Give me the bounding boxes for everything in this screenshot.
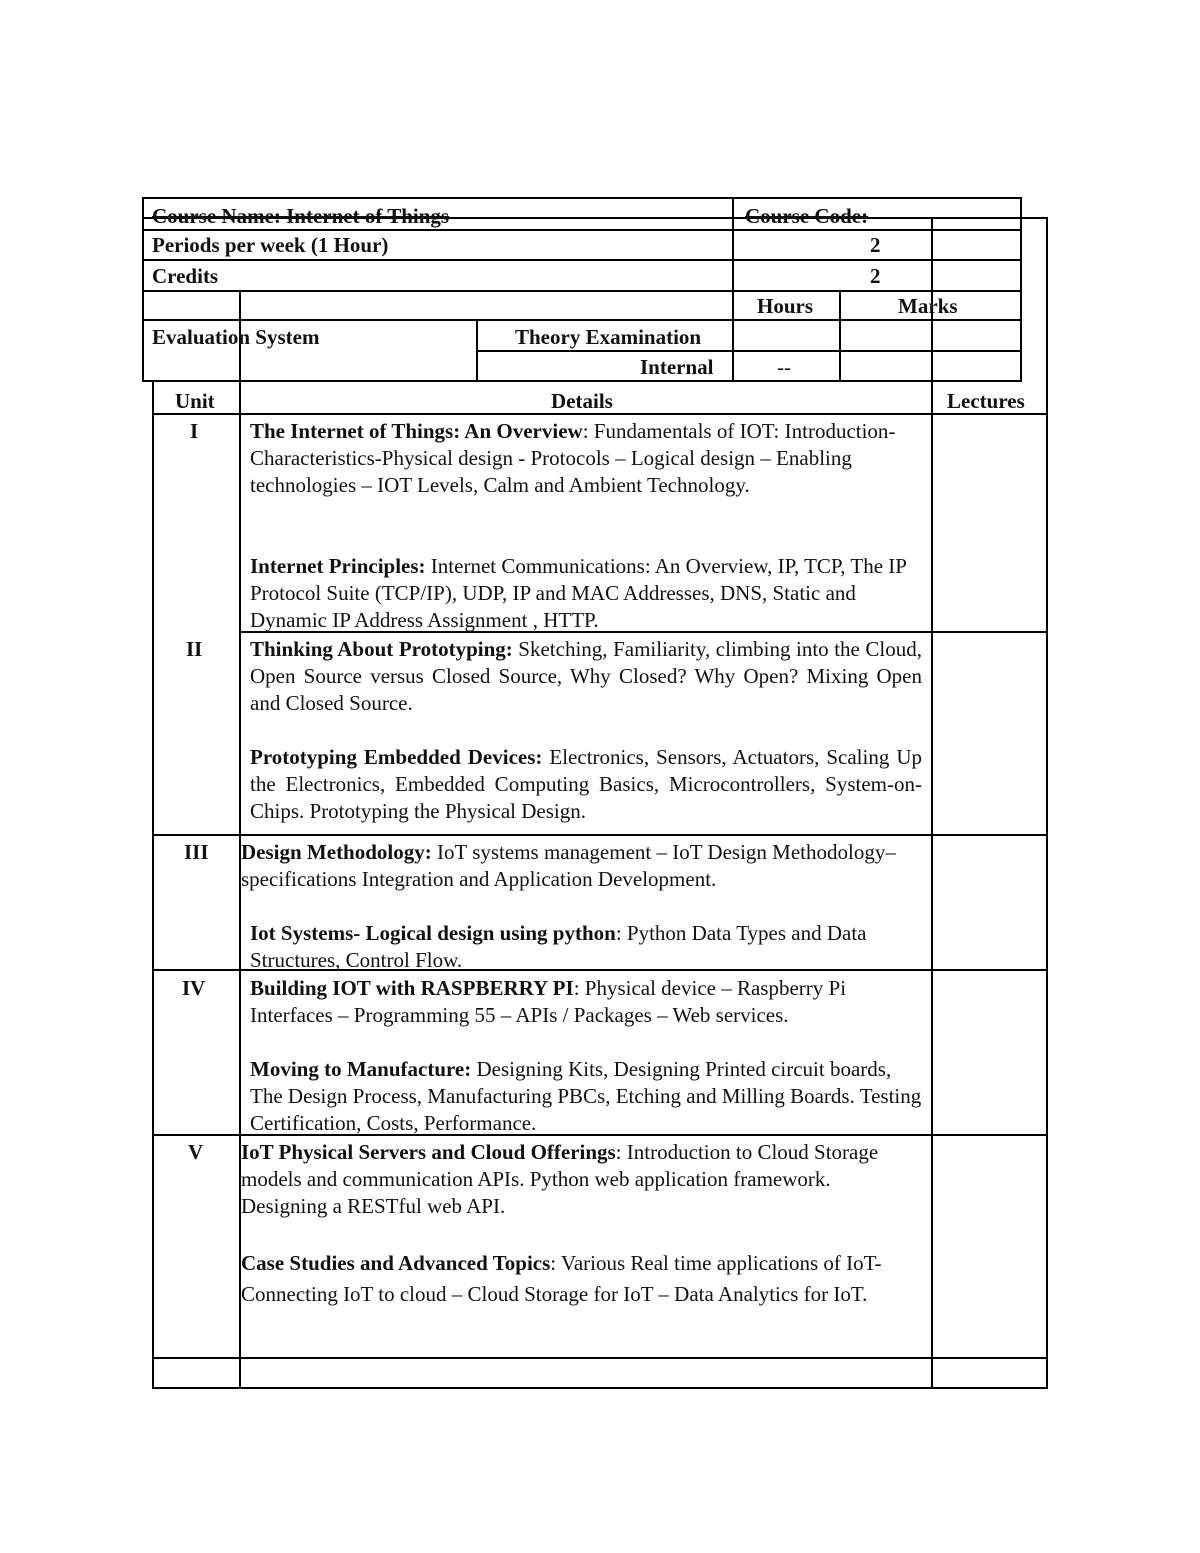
course-name: Course Name: Internet of Things bbox=[152, 204, 450, 228]
topic-text: Sketching, Familiarity, climbing into the Cloud, Open Source versus Closed Source, Why Closed? Why Open? Mixing Open and Closed Source. bbox=[250, 637, 922, 715]
topic-title: IoT Physical Servers and Cloud Offerings bbox=[241, 1140, 616, 1164]
topic-title: Thinking About Prototyping: bbox=[250, 637, 513, 661]
credits-label: Credits bbox=[152, 264, 219, 288]
topic-text: : Various Real time applications of IoT- Connecting IoT to cloud – Cloud Storage for IoT – Data Analytics for IoT. bbox=[241, 1251, 882, 1306]
internal-label: Internal bbox=[640, 355, 714, 379]
topic-text: : Python Data Types and Data Structures, Control Flow. bbox=[250, 921, 867, 972]
topic-text: : Physical device – Raspberry Pi Interfaces – Programming 55 – APIs / Packages – Web services. bbox=[250, 976, 847, 1027]
unit-topic bbox=[241, 1139, 921, 1220]
column-header-unit: Unit bbox=[175, 389, 215, 413]
unit-topic bbox=[250, 920, 922, 974]
internal-hours-value: -- bbox=[777, 355, 791, 379]
unit-numeral: II bbox=[186, 637, 203, 661]
unit-topic bbox=[250, 975, 922, 1029]
topic-text: IoT systems management – IoT Design Methodology– specifications Integration and Application Development. bbox=[241, 840, 896, 891]
periods-value: 2 bbox=[870, 233, 881, 257]
topic-title: Moving to Manufacture: bbox=[250, 1057, 472, 1081]
unit-numeral: V bbox=[188, 1140, 204, 1164]
topic-text: : Introduction to Cloud Storage models and communication APIs. Python web application framework. Designing a RESTful web API. bbox=[241, 1140, 879, 1218]
hours-label: Hours bbox=[757, 294, 814, 318]
unit-topic bbox=[250, 636, 922, 717]
topic-title: Design Methodology: bbox=[241, 840, 432, 864]
unit-topic bbox=[250, 553, 922, 634]
topic-title: Case Studies and Advanced Topics bbox=[241, 1251, 551, 1275]
topic-text: Internet Communications: An Overview, IP, TCP, The IP Protocol Suite (TCP/IP), UDP, IP and MAC Addresses, DNS, Static and Dynamic IP Address Assignment , HTTP. bbox=[250, 554, 907, 632]
column-header-lectures: Lectures bbox=[947, 389, 1025, 413]
course-code-label: Course Code: bbox=[745, 204, 869, 228]
topic-text: Electronics, Sensors, Actuators, Scaling Up the Electronics, Embedded Computing Basics, Microcontrollers, System-on-Chips. Prototyping the Physical Design. bbox=[250, 745, 923, 823]
unit-topic bbox=[250, 744, 922, 825]
column-header-details: Details bbox=[551, 389, 613, 413]
topic-title: The Internet of Things: An Overview bbox=[250, 419, 583, 443]
unit-topic bbox=[241, 839, 921, 893]
periods-label: Periods per week (1 Hour) bbox=[152, 233, 389, 257]
credits-value: 2 bbox=[870, 264, 881, 288]
evaluation-system-label: Evaluation System bbox=[152, 325, 320, 349]
marks-label: Marks bbox=[898, 294, 958, 318]
unit-topic bbox=[250, 1056, 922, 1137]
topic-title: Internet Principles: bbox=[250, 554, 426, 578]
unit-numeral: III bbox=[184, 840, 209, 864]
topic-title: Iot Systems- Logical design using python bbox=[250, 921, 616, 945]
unit-numeral: I bbox=[190, 419, 199, 443]
unit-topic bbox=[241, 1248, 921, 1310]
topic-text: Designing Kits, Designing Printed circuit boards, The Design Process, Manufacturing PBCs, Etching and Milling Boards. Testing Certification, Costs, Performance. bbox=[250, 1057, 922, 1135]
unit-numeral: IV bbox=[182, 976, 206, 1000]
topic-title: Prototyping Embedded Devices: bbox=[250, 745, 543, 769]
theory-examination-label: Theory Examination bbox=[515, 325, 702, 349]
topic-text: : Fundamentals of IOT: Introduction-Characteristics-Physical design - Protocols – Logical design – Enabling technologies – IOT Levels, Calm and Ambient Technology. bbox=[250, 419, 896, 497]
topic-title: Building IOT with RASPBERRY PI bbox=[250, 976, 574, 1000]
unit-topic bbox=[250, 418, 922, 499]
